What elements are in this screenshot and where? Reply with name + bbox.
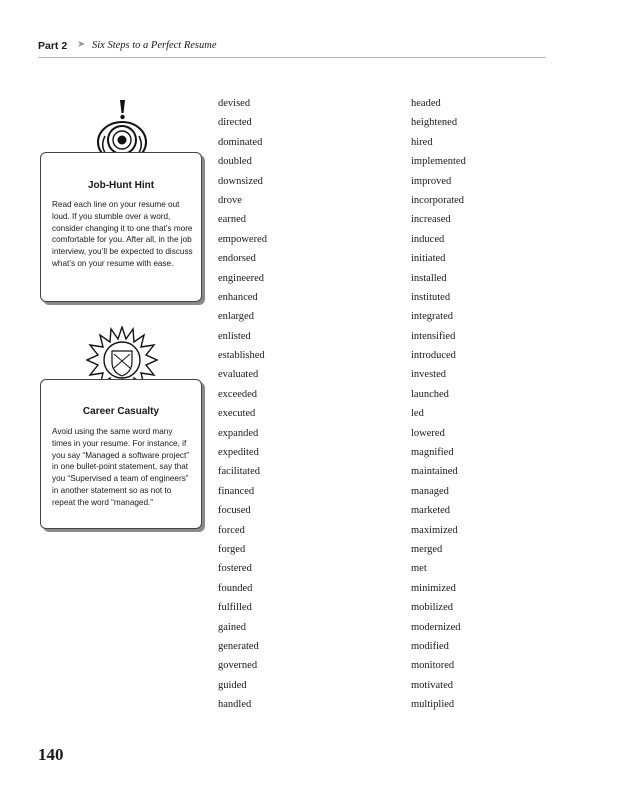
sidebar-title: Career Casualty [82, 406, 160, 417]
word-item: doubled [218, 156, 252, 168]
word-item: gained [218, 621, 246, 633]
word-item: incorporated [411, 194, 465, 206]
word-item: guided [218, 679, 247, 691]
word-list-right [411, 94, 466, 715]
word-item: induced [411, 233, 445, 245]
word-item: engineered [218, 272, 265, 284]
word-item: modernized [411, 621, 461, 633]
word-item: generated [218, 640, 259, 652]
word-item: monitored [411, 660, 455, 672]
word-item: launched [411, 388, 449, 400]
word-item: focused [218, 505, 251, 517]
word-item: endorsed [218, 253, 256, 265]
word-item: enlisted [218, 330, 251, 342]
word-item: fostered [218, 563, 252, 575]
word-item: hired [411, 136, 433, 148]
word-item: implemented [411, 156, 466, 168]
word-item: empowered [218, 233, 267, 245]
word-item: merged [411, 543, 443, 555]
word-item: executed [218, 408, 256, 420]
page-number: 140 [38, 745, 64, 764]
word-item: intensified [411, 330, 456, 342]
sidebar-text: Avoid using the same word many times in your resume. For instance, if you say “Managed a software project” in one bullet-point statement, say that you “Supervised a team of engineers” in another statement so as not to repeat the word “managed.” [52, 427, 189, 507]
word-item: governed [218, 660, 258, 672]
word-item: fulfilled [218, 602, 252, 614]
word-item: forged [218, 543, 246, 555]
word-item: introduced [411, 350, 456, 362]
word-item: maintained [411, 466, 458, 478]
word-item: installed [411, 272, 447, 284]
word-item: drove [218, 194, 242, 206]
word-item: directed [218, 117, 252, 129]
word-item: invested [411, 369, 446, 381]
word-item: marketed [411, 505, 451, 517]
part-label: Part 2 [38, 40, 68, 52]
word-item: founded [218, 582, 253, 594]
word-item: heightened [411, 117, 458, 129]
word-item: expanded [218, 427, 259, 439]
chapter-title: Six Steps to a Perfect Resume [92, 40, 217, 51]
word-item: minimized [411, 582, 456, 594]
word-item: financed [218, 485, 255, 497]
word-item: enhanced [218, 291, 258, 303]
job-hunt-hint-sidebar [40, 152, 202, 302]
word-item: earned [218, 214, 246, 226]
word-item: managed [411, 485, 449, 497]
sidebar-title: Job-Hunt Hint [87, 180, 155, 191]
word-item: handled [218, 699, 252, 711]
arrow-icon: ➤ [77, 39, 86, 50]
word-item: facilitated [218, 466, 260, 478]
word-item: enlarged [218, 311, 254, 323]
word-item: downsized [218, 175, 263, 187]
word-item: magnified [411, 447, 454, 459]
sidebar-text: Read each line on your resume out loud. If you stumble over a word, consider changing it to one that’s more comfortable for you. After all, in the job interview, you’ll be expected to discuss what’s on your resume with ease. [52, 200, 193, 268]
word-item: devised [218, 98, 251, 109]
running-header [38, 39, 546, 58]
word-item: initiated [411, 253, 446, 265]
word-item: met [411, 563, 427, 575]
word-item: increased [411, 214, 451, 226]
word-item: mobilized [411, 602, 453, 614]
word-item: multiplied [411, 699, 455, 711]
word-item: lowered [411, 427, 445, 439]
word-item: expedited [218, 447, 259, 459]
word-item: evaluated [218, 369, 259, 381]
word-item: forced [218, 524, 245, 536]
word-list-left [218, 94, 267, 715]
word-item: exceeded [218, 388, 258, 400]
word-item: modified [411, 640, 449, 652]
career-casualty-sidebar [40, 379, 202, 529]
word-item: maximized [411, 524, 458, 536]
word-item: instituted [411, 291, 451, 303]
word-item: motivated [411, 679, 453, 691]
word-item: improved [411, 175, 452, 187]
word-item: headed [411, 98, 441, 109]
word-item: dominated [218, 136, 263, 148]
word-item: integrated [411, 311, 453, 323]
word-item: established [218, 350, 265, 362]
word-item: led [411, 408, 424, 420]
